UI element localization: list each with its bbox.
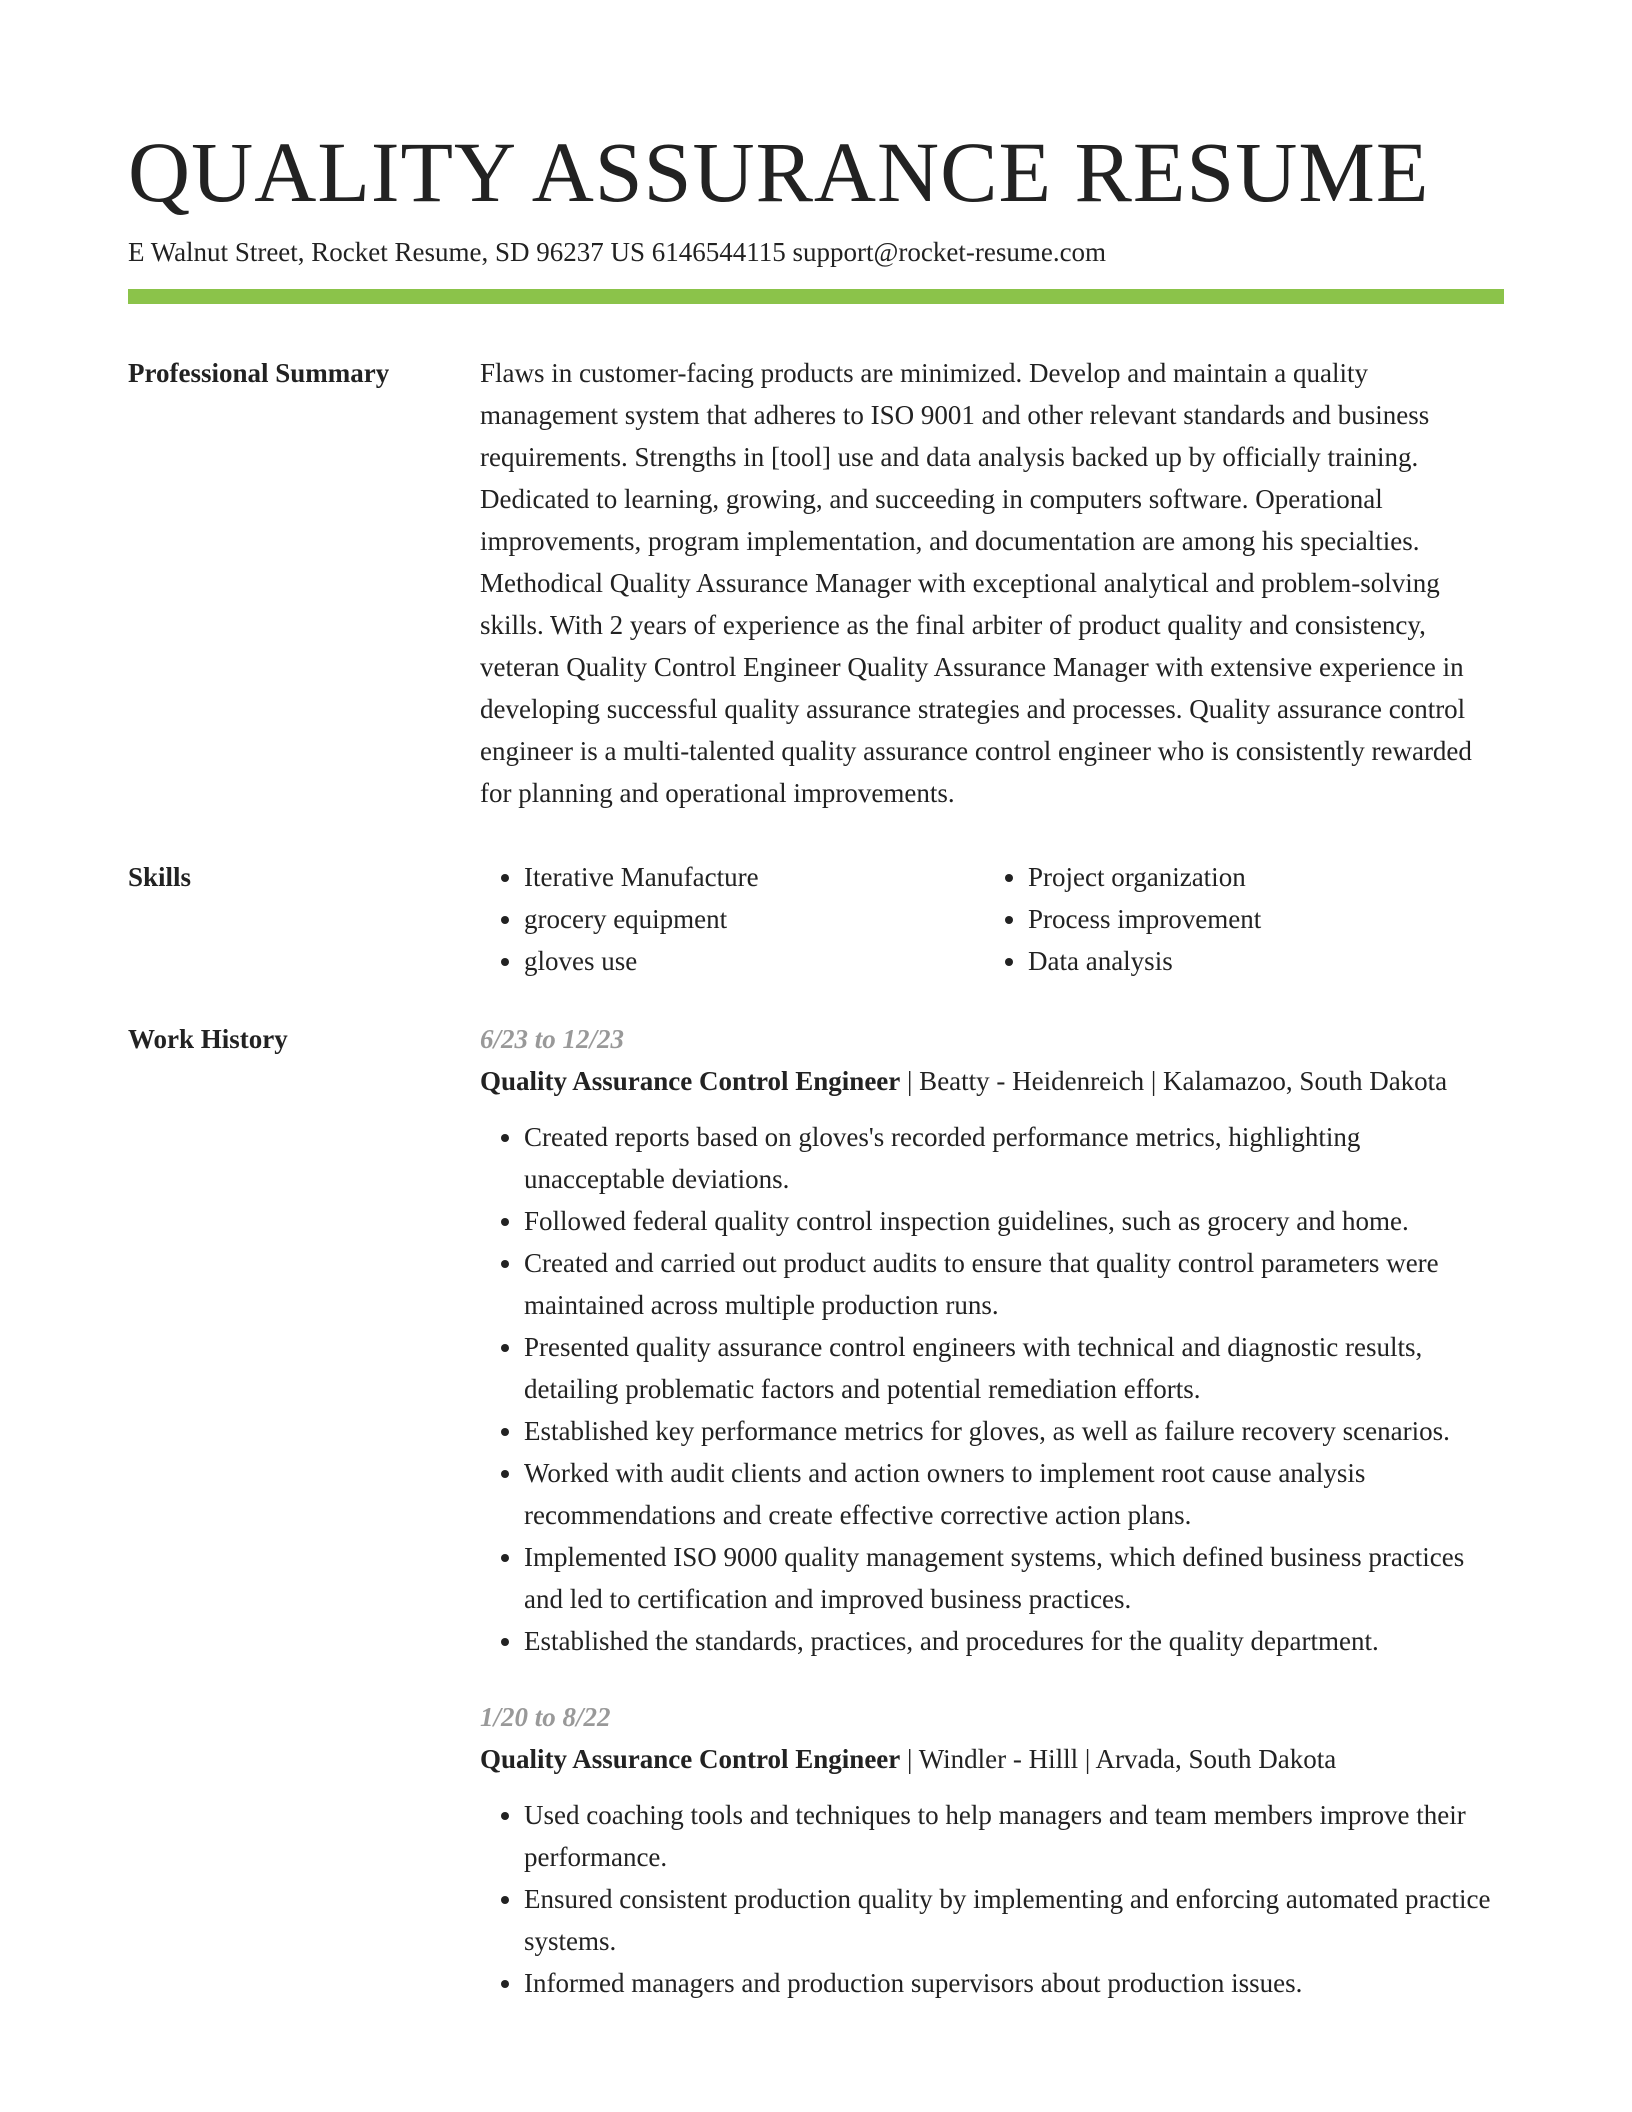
- section-heading-summary: Professional Summary: [128, 358, 390, 388]
- resume-page: [128, 0, 1504, 2004]
- professional-summary-section: [128, 352, 1504, 814]
- job-bullet: • Established key performance metrics for gloves, as well as failure recovery scenarios.: [524, 1410, 1504, 1452]
- job-bullet: • Presented quality assurance control engineers with technical and diagnostic results, detailing problematic factors and potential remediation efforts.: [524, 1326, 1504, 1410]
- job-bullet: • Followed federal quality control inspection guidelines, such as grocery and home.: [524, 1200, 1504, 1242]
- job-company-location: | Windler - Hilll | Arvada, South Dakota: [900, 1744, 1337, 1774]
- job-bullet: • Implemented ISO 9000 quality management systems, which defined business practices and led to certification and improved business practices.: [524, 1536, 1504, 1620]
- job-header: [480, 1060, 1504, 1102]
- skills-column-right: [984, 856, 1488, 982]
- skill-item: • Process improvement: [1028, 898, 1488, 940]
- section-heading-skills: Skills: [128, 862, 192, 892]
- skill-item: • gloves use: [524, 940, 984, 982]
- job-entry: [480, 1018, 1504, 1662]
- work-history-section: [128, 1018, 1504, 2004]
- skills-section: [128, 856, 1504, 982]
- job-bullet: • Established the standards, practices, and procedures for the quality department.: [524, 1620, 1504, 1662]
- skills-column-left: [480, 856, 984, 982]
- skill-item: • grocery equipment: [524, 898, 984, 940]
- summary-text: Flaws in customer-facing products are minimized. Develop and maintain a quality management system that adheres to ISO 9001 and other relevant standards and business requirements. Strengths in [tool] use and data analysis backed up by officially training. Dedicated to learning, growing, and succeeding in computers software. Operational improvements, program implementation, and documentation are among his specialties. Methodical Quality Assurance Manager with exceptional analytical and problem-solving skills. With 2 years of experience as the final arbiter of product quality and consistency, veteran Quality Control Engineer Quality Assurance Manager with extensive experience in developing successful quality assurance strategies and processes. Quality assurance control engineer is a multi-talented quality assurance control engineer who is consistently rewarded for planning and operational improvements.: [480, 358, 1472, 808]
- skills-grid: [480, 856, 1504, 982]
- job-title: Quality Assurance Control Engineer: [480, 1066, 901, 1096]
- skill-item: • Iterative Manufacture: [524, 856, 984, 898]
- job-bullet: • Used coaching tools and techniques to help managers and team members improve their performance.: [524, 1794, 1504, 1878]
- job-entry: [480, 1696, 1504, 2004]
- job-dates: 1/20 to 8/22: [480, 1702, 611, 1732]
- job-bullet: • Informed managers and production supervisors about production issues.: [524, 1962, 1504, 2004]
- job-bullets: [480, 1116, 1504, 1662]
- job-title: Quality Assurance Control Engineer: [480, 1744, 901, 1774]
- job-bullet: • Created reports based on gloves's recorded performance metrics, highlighting unacceptable deviations.: [524, 1116, 1504, 1200]
- contact-info: E Walnut Street, Rocket Resume, SD 96237 US 6146544115 support@rocket-resume.com: [128, 237, 1107, 267]
- job-bullet: • Ensured consistent production quality by implementing and enforcing automated practice systems.: [524, 1878, 1504, 1962]
- job-bullet: • Created and carried out product audits to ensure that quality control parameters were maintained across multiple production runs.: [524, 1242, 1504, 1326]
- resume-title: QUALITY ASSURANCE RESUME: [128, 124, 1430, 220]
- skill-item: • Data analysis: [1028, 940, 1488, 982]
- job-company-location: | Beatty - Heidenreich | Kalamazoo, South Dakota: [900, 1066, 1448, 1096]
- job-header: [480, 1738, 1504, 1780]
- section-heading-work: Work History: [128, 1024, 288, 1054]
- job-bullet: • Worked with audit clients and action owners to implement root cause analysis recommendations and create effective corrective action plans.: [524, 1452, 1504, 1536]
- job-bullets: [480, 1794, 1504, 2004]
- skill-item: • Project organization: [1028, 856, 1488, 898]
- job-dates: 6/23 to 12/23: [480, 1024, 625, 1054]
- accent-divider: [128, 289, 1504, 304]
